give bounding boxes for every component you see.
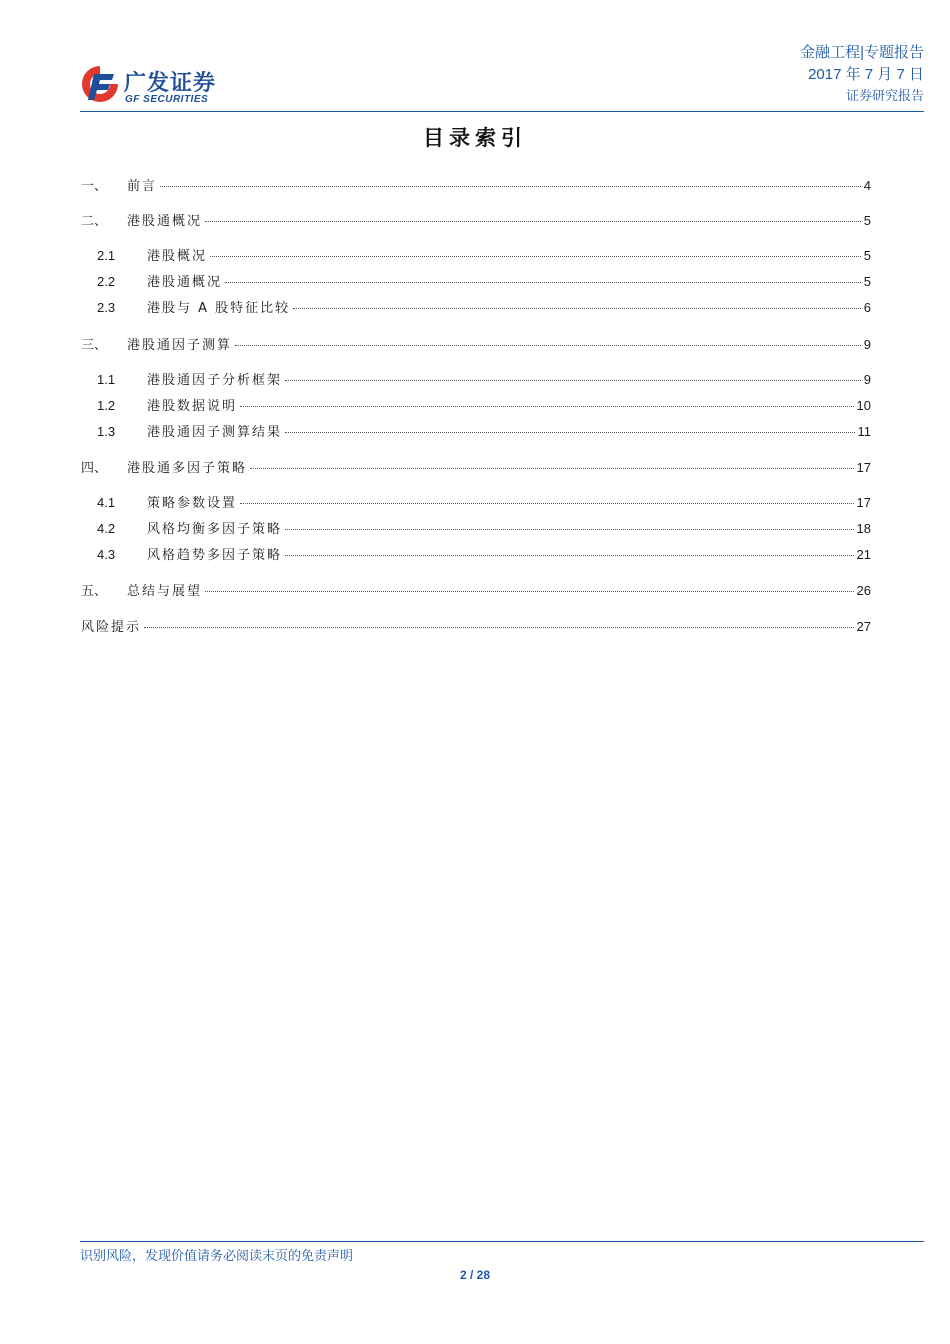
toc-number: 四、 bbox=[81, 460, 108, 475]
toc-number: 二、 bbox=[81, 213, 108, 228]
toc-entry[interactable] bbox=[81, 177, 871, 195]
toc-entry[interactable] bbox=[81, 618, 871, 636]
toc-text: 港股通因子分析框架 bbox=[147, 373, 283, 388]
toc-number: 4.1 bbox=[97, 495, 116, 510]
toc-entry[interactable] bbox=[97, 494, 871, 512]
table-of-contents bbox=[81, 0, 871, 640]
toc-page: 6 bbox=[863, 300, 871, 315]
toc-page: 26 bbox=[856, 583, 871, 598]
toc-page: 17 bbox=[856, 460, 871, 475]
toc-number: 一、 bbox=[81, 178, 108, 193]
toc-entry[interactable] bbox=[97, 423, 871, 441]
toc-number: 五、 bbox=[81, 583, 108, 598]
toc-number: 2.1 bbox=[97, 248, 116, 263]
toc-leader bbox=[285, 529, 854, 530]
logo-english-name: GF SECURITIES bbox=[125, 94, 209, 105]
toc-text: 港股通因子测算 bbox=[127, 338, 233, 353]
page-number: 2 / 28 bbox=[459, 1268, 491, 1282]
toc-page: 10 bbox=[856, 398, 871, 413]
toc-leader bbox=[225, 282, 861, 283]
toc-text: 港股通概况 bbox=[127, 214, 203, 229]
toc-number: 4.2 bbox=[97, 521, 116, 536]
toc-text: 港股与 A 股特征比较 bbox=[147, 301, 291, 316]
toc-text: 港股数据说明 bbox=[147, 399, 238, 414]
toc-entry[interactable] bbox=[97, 546, 871, 564]
toc-text: 总结与展望 bbox=[127, 584, 203, 599]
toc-leader bbox=[235, 345, 861, 346]
toc-page: 21 bbox=[856, 547, 871, 562]
toc-number: 三、 bbox=[81, 337, 108, 352]
toc-entry[interactable] bbox=[97, 273, 871, 291]
toc-text: 风格均衡多因子策略 bbox=[147, 522, 283, 537]
toc-leader bbox=[285, 432, 854, 433]
toc-text: 港股通因子测算结果 bbox=[147, 425, 283, 440]
toc-leader bbox=[250, 468, 854, 469]
toc-page: 5 bbox=[863, 274, 871, 289]
toc-leader bbox=[144, 627, 854, 628]
toc-page: 4 bbox=[863, 178, 871, 193]
toc-entry[interactable] bbox=[97, 247, 871, 265]
toc-leader bbox=[210, 256, 861, 257]
toc-leader bbox=[285, 380, 861, 381]
toc-entry[interactable] bbox=[81, 459, 871, 477]
toc-page: 9 bbox=[863, 372, 871, 387]
toc-entry[interactable] bbox=[81, 582, 871, 600]
toc-entry[interactable] bbox=[97, 371, 871, 389]
toc-leader bbox=[160, 186, 861, 187]
toc-page: 17 bbox=[856, 495, 871, 510]
toc-text: 风格趋势多因子策略 bbox=[147, 548, 283, 563]
toc-leader bbox=[293, 308, 861, 309]
toc-leader bbox=[240, 503, 854, 504]
toc-text: 港股通概况 bbox=[147, 275, 223, 290]
toc-text: 风险提示 bbox=[81, 620, 142, 635]
disclaimer-note: 识别风险，发现价值请务必阅读末页的免责声明 bbox=[80, 1248, 354, 1263]
toc-leader bbox=[205, 221, 861, 222]
toc-text: 港股概况 bbox=[147, 249, 208, 264]
toc-entry[interactable] bbox=[81, 212, 871, 230]
report-type: 金融工程|专题报告 bbox=[800, 44, 924, 61]
toc-leader bbox=[205, 591, 854, 592]
toc-entry[interactable] bbox=[97, 397, 871, 415]
toc-page: 5 bbox=[863, 248, 871, 263]
logo-chinese-name: 广发证券 bbox=[124, 71, 217, 96]
toc-entry[interactable] bbox=[81, 336, 871, 354]
toc-page: 11 bbox=[857, 424, 871, 439]
toc-text: 港股通多因子策略 bbox=[127, 461, 248, 476]
toc-text: 前言 bbox=[127, 179, 158, 194]
toc-page: 27 bbox=[856, 619, 871, 634]
toc-page: 18 bbox=[856, 521, 871, 536]
toc-number: 2.2 bbox=[97, 274, 116, 289]
report-date: 2017 年 7 月 7 日 bbox=[808, 66, 924, 83]
toc-page: 9 bbox=[863, 337, 871, 352]
toc-entry[interactable] bbox=[97, 520, 871, 538]
toc-text: 策略参数设置 bbox=[147, 496, 238, 511]
toc-page: 5 bbox=[863, 213, 871, 228]
toc-number: 2.3 bbox=[97, 300, 116, 315]
toc-number: 1.1 bbox=[97, 372, 116, 387]
toc-leader bbox=[240, 406, 854, 407]
report-category: 证券研究报告 bbox=[845, 88, 924, 103]
toc-number: 4.3 bbox=[97, 547, 116, 562]
toc-entry[interactable] bbox=[97, 299, 871, 317]
toc-leader bbox=[285, 555, 854, 556]
toc-number: 1.2 bbox=[97, 398, 116, 413]
footer-divider bbox=[80, 1241, 924, 1242]
toc-number: 1.3 bbox=[97, 424, 116, 439]
toc-title: 目录索引 bbox=[423, 126, 527, 150]
